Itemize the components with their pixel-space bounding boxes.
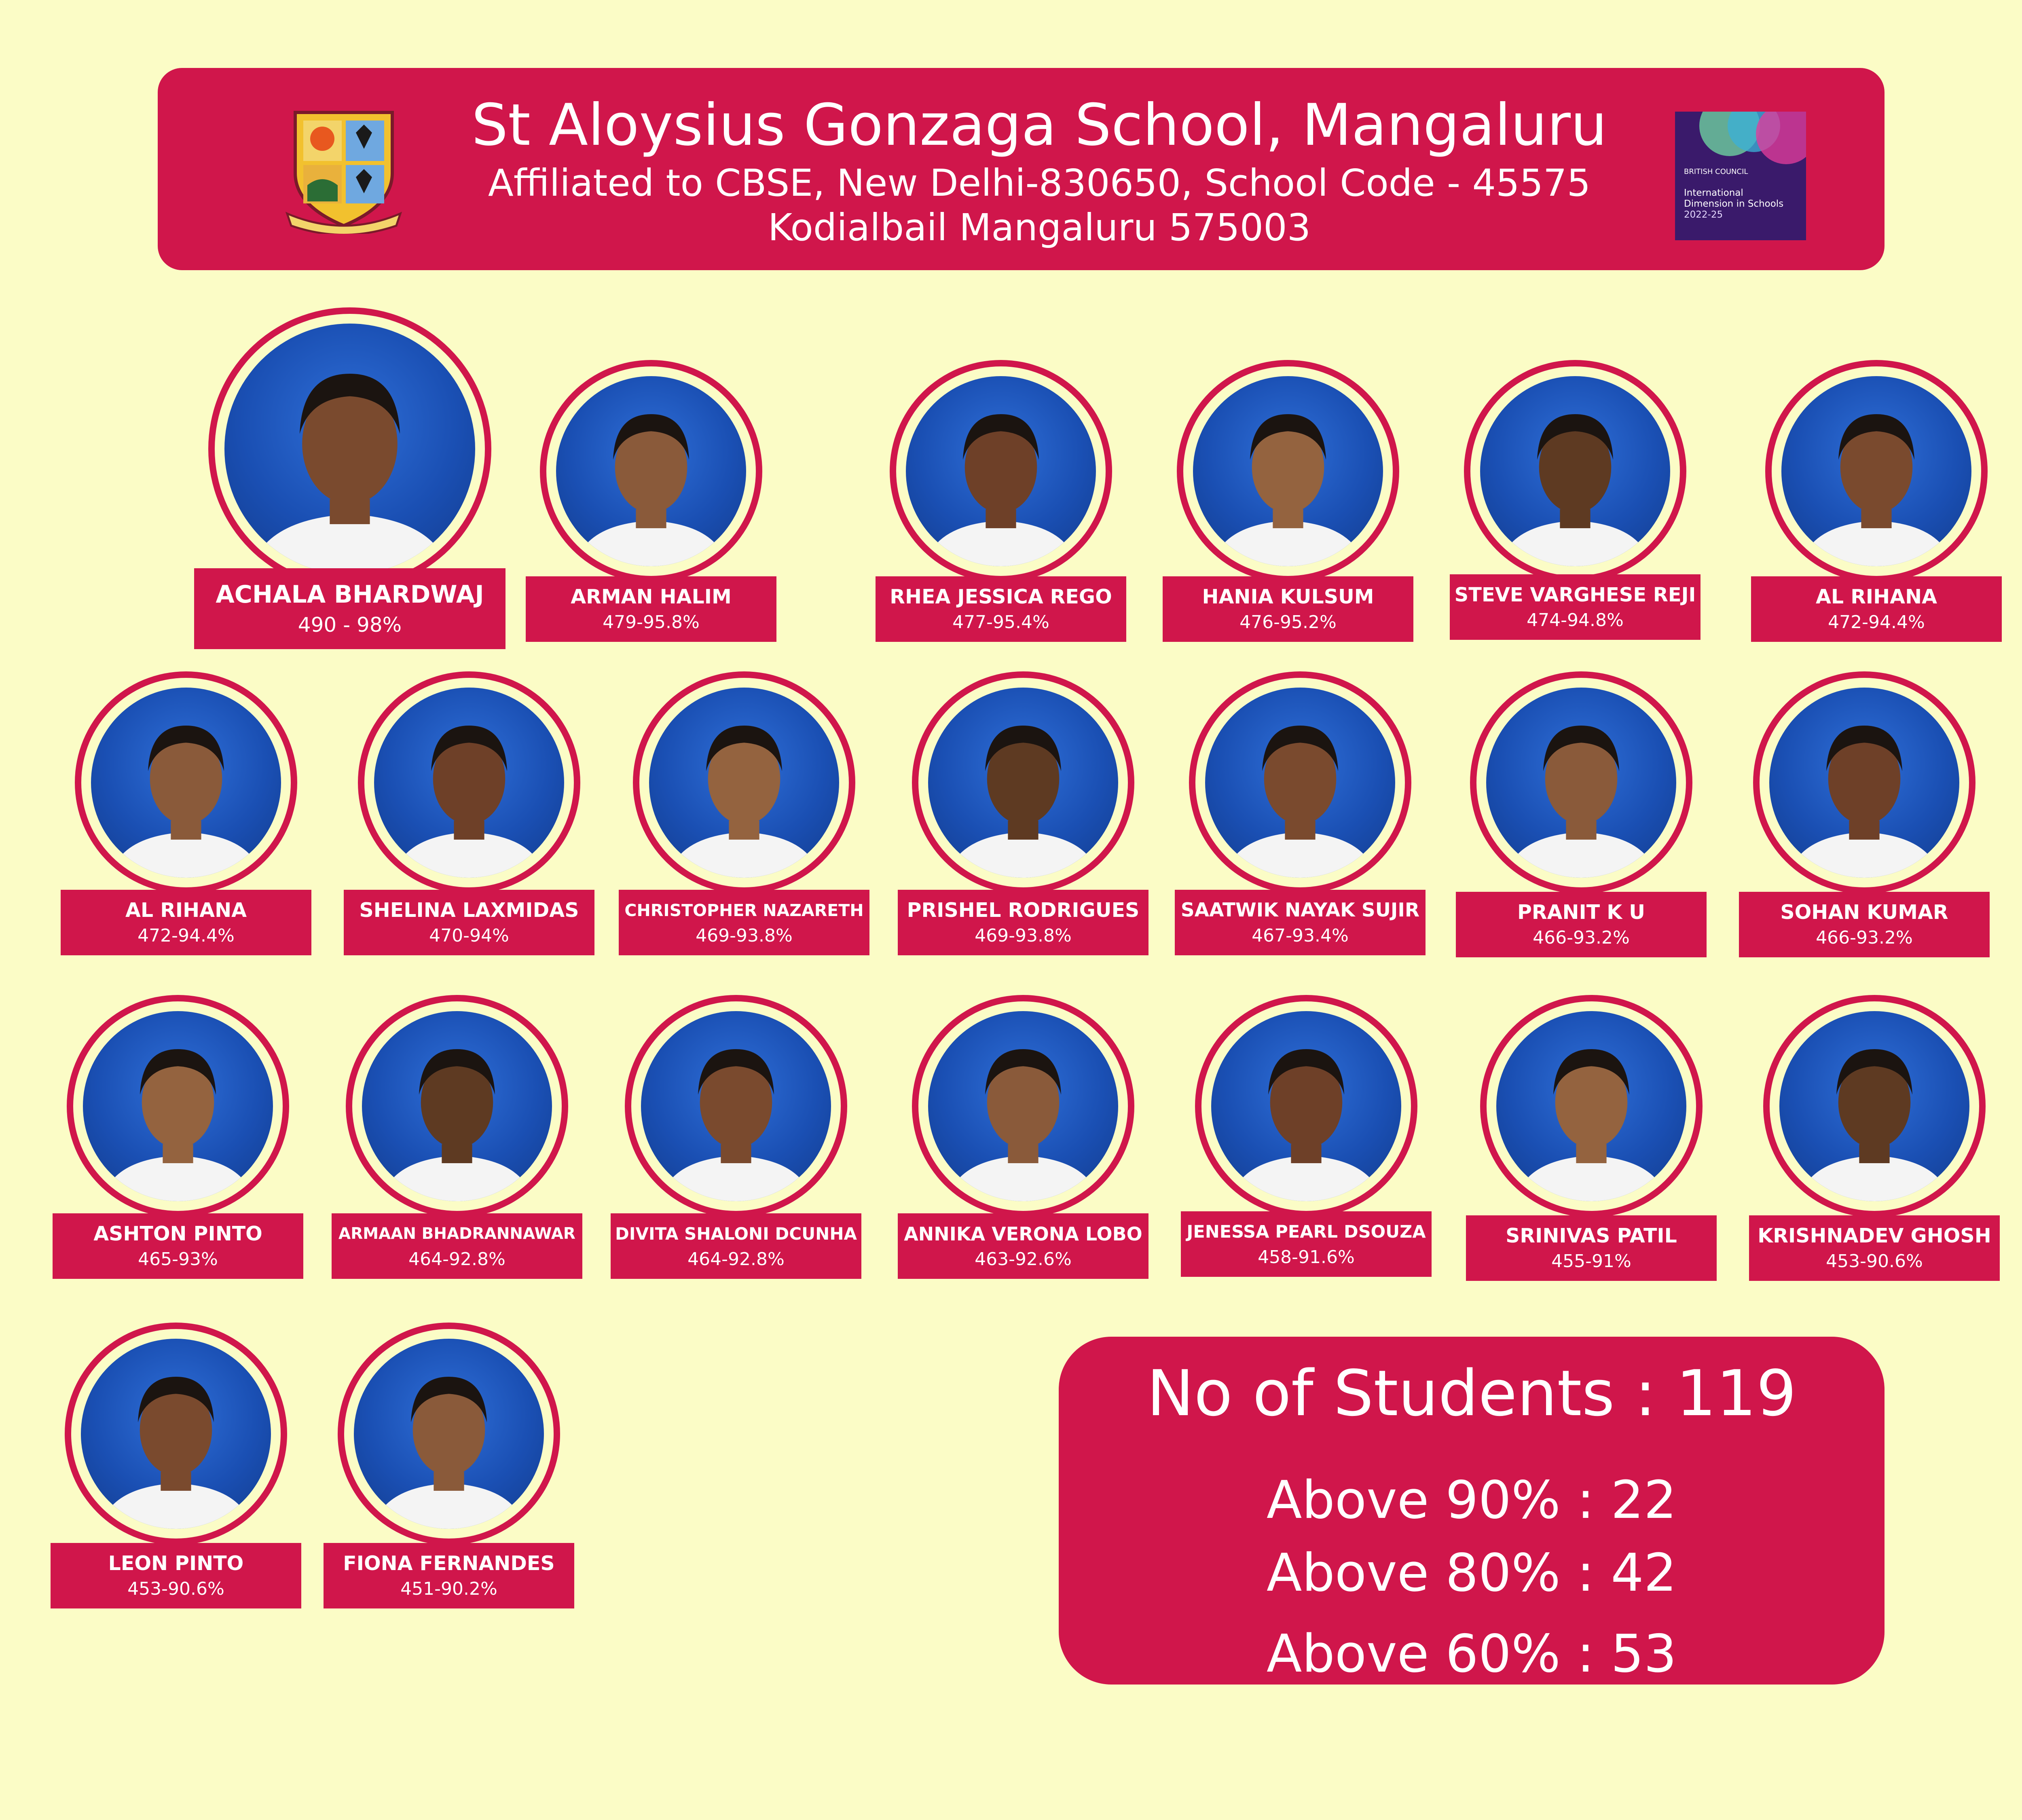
student-label	[332, 1213, 582, 1279]
photo-frame	[556, 376, 746, 566]
student-avatar-icon	[1193, 376, 1383, 566]
above-80-count: Above 80% : 42	[1266, 1543, 1677, 1603]
photo-frame	[1205, 688, 1395, 878]
student-score: 490 - 98%	[298, 613, 402, 637]
student-avatar-icon	[556, 376, 746, 566]
student-avatar-icon	[1496, 1011, 1686, 1201]
student-score: 453-90.6%	[1826, 1251, 1923, 1272]
photo-frame	[641, 1011, 831, 1201]
student-photo	[1470, 671, 1692, 894]
student-name: SAATWIK NAYAK SUJIR	[1180, 899, 1420, 921]
student-score: 474-94.8%	[1527, 610, 1624, 631]
student-label	[1181, 1211, 1432, 1277]
student-photo	[346, 995, 568, 1217]
student-avatar-icon	[1779, 1011, 1969, 1201]
photo-frame	[928, 1011, 1118, 1201]
student-photo	[338, 1323, 560, 1545]
student-score: 455-91%	[1551, 1251, 1631, 1272]
student-photo	[75, 671, 297, 894]
above-90-count: Above 90% : 22	[1266, 1470, 1677, 1530]
student-avatar-icon	[83, 1011, 273, 1201]
student-score: 469-93.8%	[975, 925, 1072, 946]
student-name: STEVE VARGHESE REJI	[1454, 584, 1696, 606]
student-avatar-icon	[1486, 688, 1676, 878]
student-avatar-icon	[362, 1011, 552, 1201]
student-name: JENESSA PEARL DSOUZA	[1187, 1222, 1426, 1242]
student-label	[324, 1543, 574, 1608]
student-avatar-icon	[906, 376, 1096, 566]
student-label	[1163, 576, 1413, 642]
student-photo	[1189, 671, 1411, 894]
photo-frame	[1779, 1011, 1969, 1201]
photo-frame	[649, 688, 839, 878]
student-photo	[67, 995, 289, 1217]
header-text	[437, 68, 1642, 270]
photo-frame	[91, 688, 281, 878]
student-label	[1175, 890, 1426, 955]
student-label	[1739, 892, 1990, 957]
student-score: 464-92.8%	[687, 1249, 785, 1270]
photo-frame	[1781, 376, 1971, 566]
student-photo	[540, 360, 762, 582]
student-photo	[912, 995, 1134, 1217]
british-council-badge	[1675, 112, 1806, 240]
school-name: St Aloysius Gonzaga School, Mangaluru	[472, 92, 1607, 159]
badge-years: 2022-25	[1684, 210, 1723, 220]
student-label	[61, 890, 311, 955]
student-score: 472-94.4%	[137, 925, 235, 946]
student-label	[53, 1213, 303, 1279]
student-name: CHRISTOPHER NAZARETH	[624, 901, 864, 920]
student-name: ASHTON PINTO	[93, 1222, 262, 1245]
student-avatar-icon	[1211, 1011, 1401, 1201]
student-avatar-icon	[81, 1339, 271, 1529]
student-avatar-icon	[1769, 688, 1959, 878]
student-score: 466-93.2%	[1533, 927, 1630, 948]
student-name: SRINIVAS PATIL	[1506, 1224, 1677, 1247]
student-name: LEON PINTO	[108, 1552, 244, 1575]
photo-frame	[354, 1339, 544, 1529]
student-name: AL RIHANA	[125, 899, 247, 922]
student-name: ARMAAN BHADRANNAWAR	[338, 1225, 575, 1243]
photo-frame	[81, 1339, 271, 1529]
student-label	[876, 576, 1126, 642]
photo-frame	[362, 1011, 552, 1201]
photo-frame	[906, 376, 1096, 566]
student-label	[194, 568, 506, 649]
student-avatar-icon	[1480, 376, 1670, 566]
student-avatar-icon	[1781, 376, 1971, 566]
student-avatar-icon	[91, 688, 281, 878]
student-score: 479-95.8%	[603, 612, 700, 633]
student-photo	[1763, 995, 1986, 1217]
photo-frame	[83, 1011, 273, 1201]
student-label	[344, 890, 594, 955]
photo-frame	[1211, 1011, 1401, 1201]
school-address: Kodialbail Mangaluru 575003	[768, 206, 1311, 249]
student-avatar-icon	[649, 688, 839, 878]
photo-frame	[224, 324, 475, 574]
student-name: SHELINA LAXMIDAS	[359, 899, 579, 922]
student-name: HANIA KULSUM	[1202, 585, 1374, 608]
student-label	[898, 1213, 1148, 1279]
student-photo	[1195, 995, 1417, 1217]
school-header	[158, 68, 1885, 270]
photo-frame	[928, 688, 1118, 878]
student-score: 476-95.2%	[1239, 612, 1337, 633]
student-avatar-icon	[224, 324, 475, 574]
student-label	[1456, 892, 1707, 957]
total-students: No of Students : 119	[1146, 1357, 1797, 1430]
student-avatar-icon	[641, 1011, 831, 1201]
student-label	[526, 576, 776, 642]
above-60-count: Above 60% : 53	[1266, 1624, 1677, 1684]
student-avatar-icon	[928, 688, 1118, 878]
student-score: 464-92.8%	[408, 1249, 506, 1270]
student-label	[51, 1543, 301, 1608]
photo-frame	[1480, 376, 1670, 566]
affiliation-line: Affiliated to CBSE, New Delhi-830650, School Code - 45575	[488, 161, 1591, 205]
photo-frame	[374, 688, 564, 878]
student-photo	[1765, 360, 1988, 582]
school-crest-icon	[279, 104, 408, 234]
badge-circle-icon	[1756, 112, 1806, 164]
student-photo	[1753, 671, 1975, 894]
photo-frame	[1486, 688, 1676, 878]
student-score: 466-93.2%	[1816, 927, 1913, 948]
student-score: 463-92.6%	[975, 1249, 1072, 1270]
student-avatar-icon	[928, 1011, 1118, 1201]
student-name: SOHAN KUMAR	[1780, 901, 1948, 924]
student-avatar-icon	[1205, 688, 1395, 878]
student-name: ANNIKA VERONA LOBO	[904, 1223, 1142, 1245]
badge-org: BRITISH COUNCIL	[1684, 167, 1748, 176]
student-name: FIONA FERNANDES	[343, 1552, 555, 1575]
student-label	[619, 890, 869, 955]
student-label	[1749, 1215, 2000, 1281]
student-score: 458-91.6%	[1258, 1247, 1355, 1268]
student-score: 472-94.4%	[1828, 612, 1925, 633]
student-photo	[208, 307, 491, 590]
student-score: 467-93.4%	[1252, 925, 1349, 946]
student-avatar-icon	[374, 688, 564, 878]
student-photo	[625, 995, 847, 1217]
student-score: 477-95.4%	[952, 612, 1049, 633]
student-photo	[358, 671, 580, 894]
student-name: PRISHEL RODRIGUES	[907, 899, 1140, 922]
student-name: AL RIHANA	[1815, 585, 1937, 608]
student-photo	[65, 1323, 287, 1545]
student-label	[1450, 574, 1701, 640]
student-name: PRANIT K U	[1517, 901, 1646, 924]
student-name: ACHALA BHARDWAJ	[216, 580, 484, 609]
photo-frame	[1769, 688, 1959, 878]
student-photo	[890, 360, 1112, 582]
stats-panel	[1059, 1337, 1885, 1685]
student-photo	[1480, 995, 1703, 1217]
student-score: 465-93%	[138, 1249, 218, 1270]
student-score: 469-93.8%	[696, 925, 793, 946]
student-label	[1751, 576, 2002, 642]
student-name: KRISHNADEV GHOSH	[1758, 1224, 1991, 1247]
student-avatar-icon	[354, 1339, 544, 1529]
photo-frame	[1193, 376, 1383, 566]
photo-frame	[1496, 1011, 1686, 1201]
student-score: 451-90.2%	[400, 1579, 497, 1599]
student-photo	[1464, 360, 1686, 582]
student-name: DIVITA SHALONI DCUNHA	[615, 1224, 857, 1244]
student-score: 453-90.6%	[127, 1579, 224, 1599]
student-label	[898, 890, 1148, 955]
student-name: RHEA JESSICA REGO	[890, 585, 1112, 608]
badge-line1: International	[1684, 188, 1743, 198]
student-name: ARMAN HALIM	[571, 585, 732, 608]
student-photo	[1177, 360, 1399, 582]
badge-line2: Dimension in Schools	[1684, 199, 1784, 209]
student-photo	[912, 671, 1134, 894]
student-score: 470-94%	[429, 925, 509, 946]
student-photo	[633, 671, 855, 894]
student-label	[1466, 1215, 1717, 1281]
student-label	[611, 1213, 861, 1279]
badge-text	[1684, 188, 1783, 220]
